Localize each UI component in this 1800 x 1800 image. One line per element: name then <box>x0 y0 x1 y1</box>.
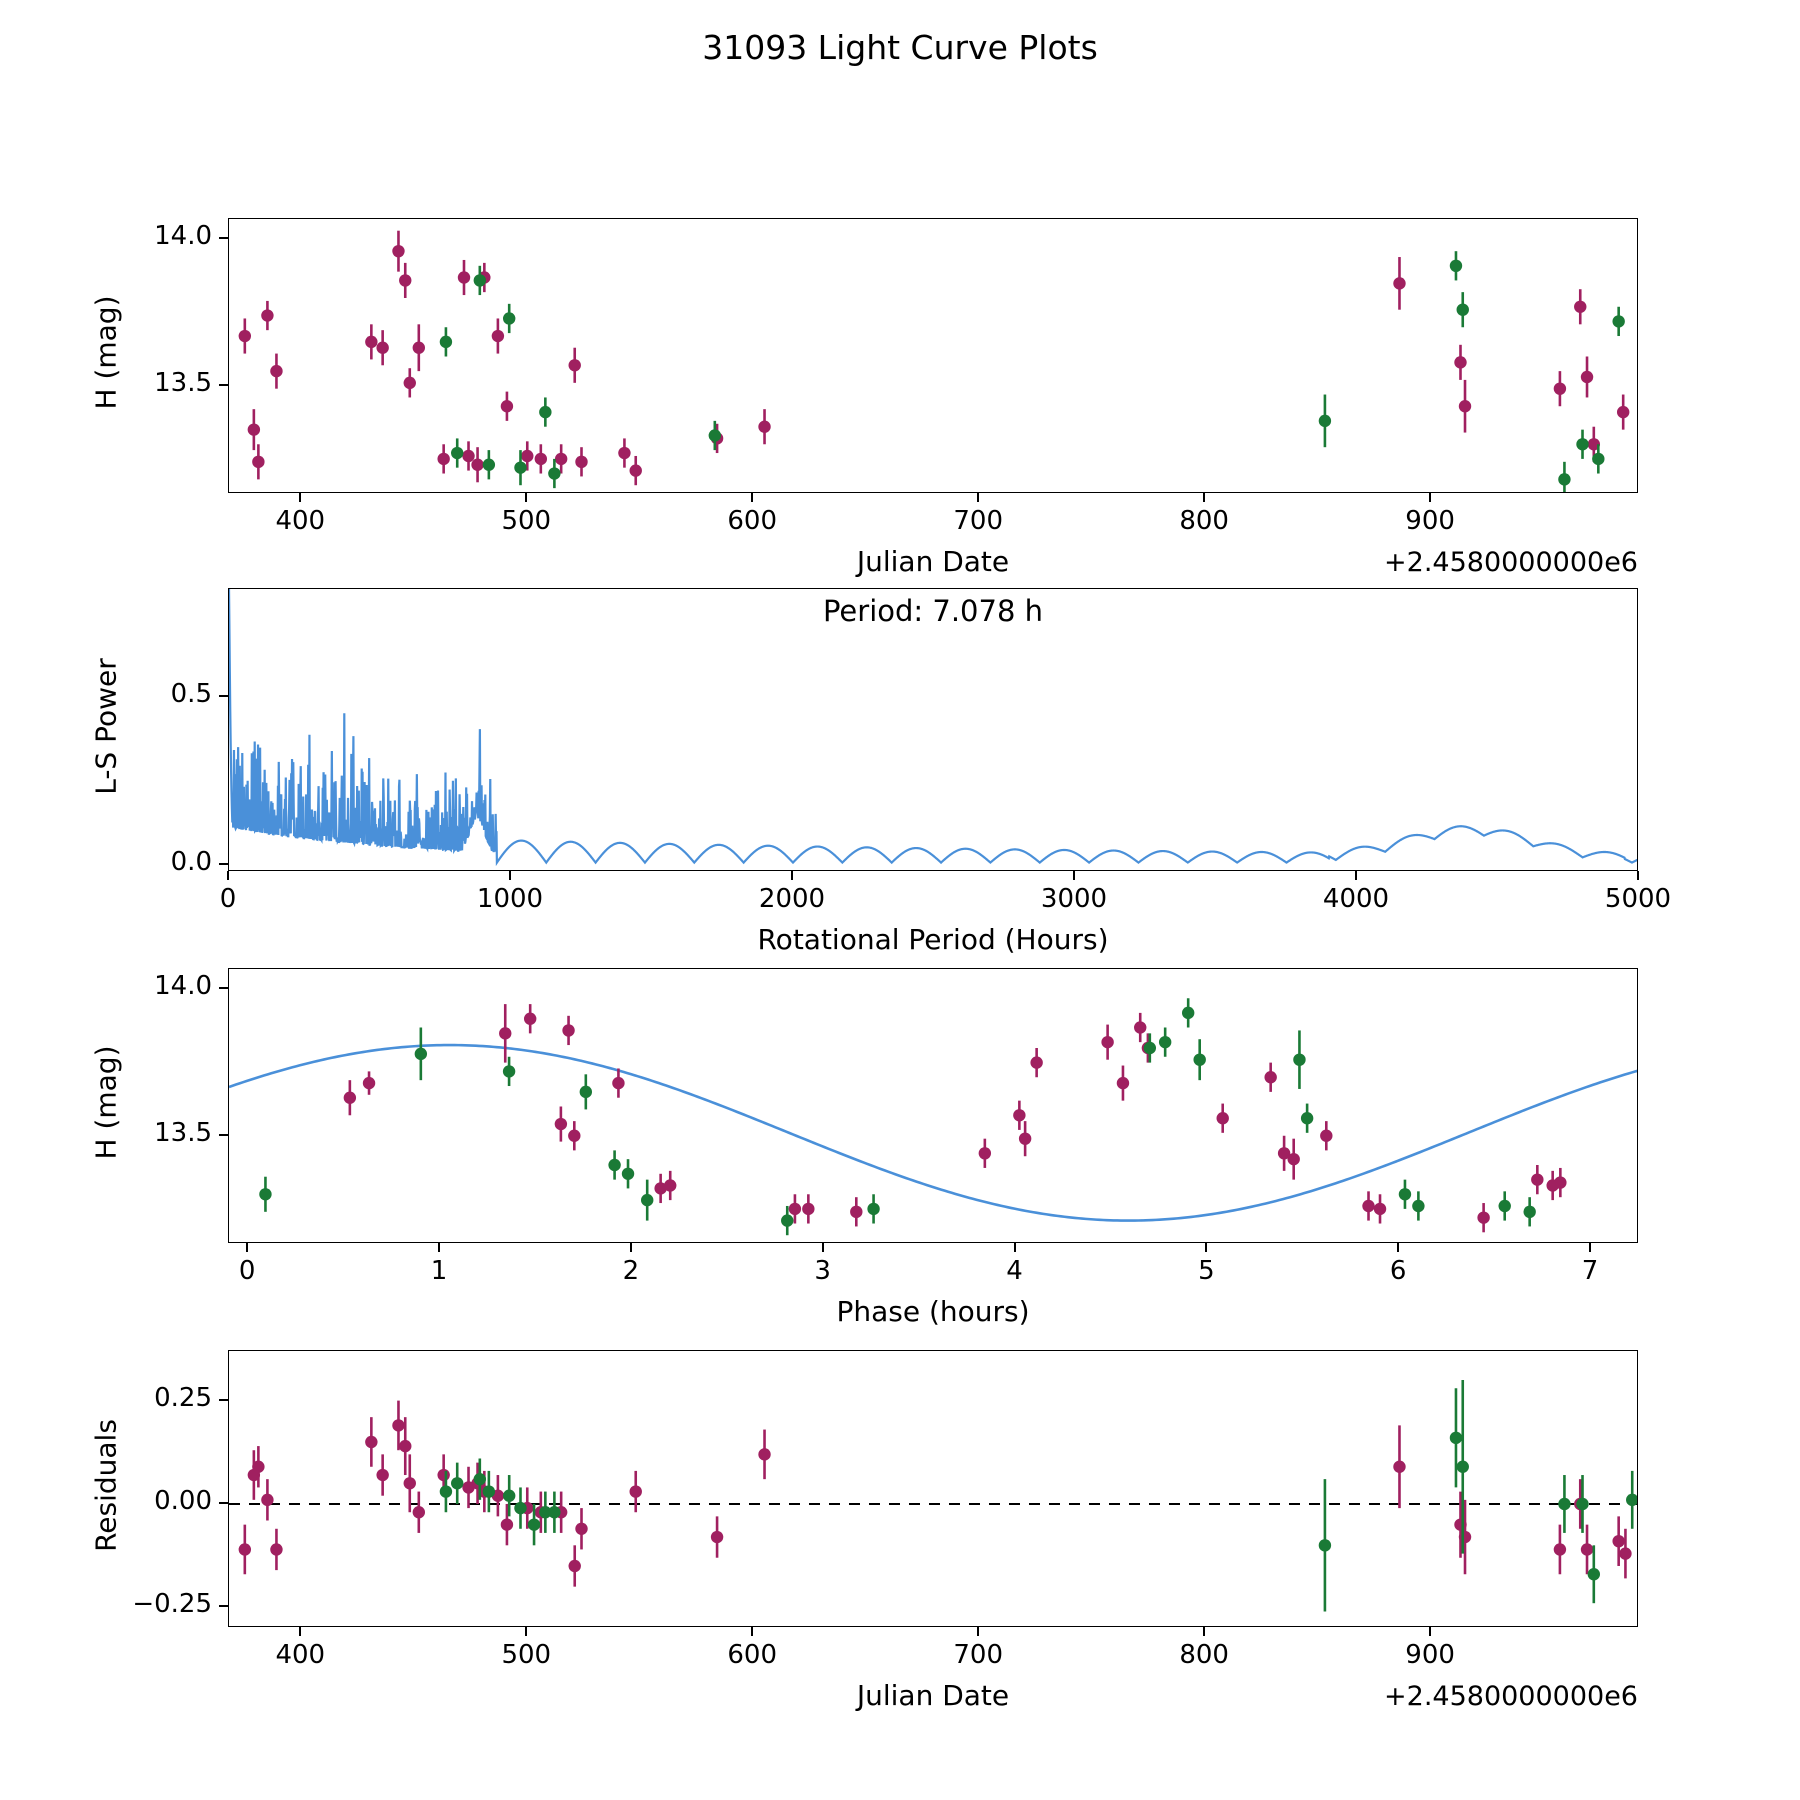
y-axis-label: L-S Power <box>89 657 123 795</box>
axes-phase-folded <box>228 968 1638 1243</box>
y-tick-mark <box>219 1502 228 1504</box>
x-tick-label: 4000 <box>1322 884 1390 914</box>
x-tick-mark <box>751 493 753 502</box>
x-tick-mark <box>791 871 793 880</box>
y-tick-label: 0.25 <box>154 1382 212 1413</box>
x-tick-label: 600 <box>727 506 778 536</box>
axes-lightcurve <box>228 218 1638 493</box>
x-tick-mark <box>1014 1243 1016 1252</box>
x-axis-offset-label: +2.4580000000e6 <box>1384 547 1638 578</box>
x-tick-mark <box>525 493 527 502</box>
x-axis-offset-label: +2.4580000000e6 <box>1384 1681 1638 1712</box>
x-tick-mark <box>299 493 301 502</box>
y-tick-mark <box>219 987 228 989</box>
x-tick-mark <box>1589 1243 1591 1252</box>
x-tick-label: 700 <box>953 1640 1003 1670</box>
figure-title: 31093 Light Curve Plots <box>702 28 1098 67</box>
x-tick-label: 500 <box>501 506 552 536</box>
y-tick-mark <box>219 695 228 697</box>
x-tick-label: 7 <box>1581 1256 1599 1286</box>
x-tick-mark <box>438 1243 440 1252</box>
axes-residuals <box>228 1350 1638 1627</box>
x-tick-label: 400 <box>275 1640 326 1670</box>
x-axis-label: Julian Date <box>856 1679 1010 1712</box>
x-tick-mark <box>1397 1243 1399 1252</box>
x-tick-mark <box>1355 871 1357 880</box>
y-tick-label: 13.5 <box>154 367 212 398</box>
x-tick-mark <box>299 1627 301 1636</box>
x-tick-label: 600 <box>727 1640 778 1670</box>
series-band-green <box>440 1380 1638 1612</box>
y-tick-mark <box>219 384 228 386</box>
x-tick-label: 900 <box>1405 1640 1455 1670</box>
x-tick-mark <box>246 1243 248 1252</box>
y-tick-label: 0.0 <box>170 847 212 878</box>
x-tick-mark <box>751 1627 753 1636</box>
y-axis-label: H (mag) <box>89 1045 123 1160</box>
series-band-magenta <box>344 1004 1567 1232</box>
x-tick-label: 0 <box>219 884 237 914</box>
x-tick-mark <box>822 1243 824 1252</box>
x-axis-label: Julian Date <box>856 545 1010 578</box>
x-tick-mark <box>525 1627 527 1636</box>
x-tick-mark <box>1203 493 1205 502</box>
y-tick-mark <box>219 1605 228 1607</box>
periodogram-curve <box>229 589 1638 871</box>
x-tick-label: 2000 <box>758 884 826 914</box>
residuals-datapoints <box>229 1351 1638 1627</box>
x-tick-label: 700 <box>953 506 1003 536</box>
x-tick-mark <box>977 1627 979 1636</box>
x-tick-mark <box>977 493 979 502</box>
x-tick-mark <box>1073 871 1075 880</box>
x-axis-label: Phase (hours) <box>836 1295 1030 1328</box>
x-tick-label: 5000 <box>1604 884 1672 914</box>
x-tick-label: 0 <box>238 1256 256 1286</box>
y-tick-mark <box>219 237 228 239</box>
period-annotation: Period: 7.078 h <box>822 594 1044 628</box>
y-tick-mark <box>219 1134 228 1136</box>
x-tick-label: 900 <box>1405 506 1455 536</box>
series-band-green <box>259 998 1536 1235</box>
x-tick-mark <box>1203 1627 1205 1636</box>
lightcurve-datapoints <box>229 219 1638 493</box>
x-tick-mark <box>509 871 511 880</box>
x-tick-mark <box>1637 871 1639 880</box>
x-tick-label: 1000 <box>476 884 544 914</box>
series-band-magenta <box>239 231 1630 486</box>
x-axis-label: Rotational Period (Hours) <box>757 923 1109 956</box>
y-tick-label: 0.00 <box>154 1485 212 1516</box>
y-axis-label: Residuals <box>89 1418 123 1552</box>
y-axis-label: H (mag) <box>89 295 123 410</box>
x-tick-mark <box>227 871 229 880</box>
y-tick-mark <box>219 1399 228 1401</box>
x-tick-label: 400 <box>275 506 326 536</box>
y-tick-mark <box>219 863 228 865</box>
x-tick-mark <box>1429 493 1431 502</box>
series-band-green <box>440 251 1625 493</box>
x-tick-label: 1 <box>430 1256 448 1286</box>
x-tick-label: 3000 <box>1040 884 1108 914</box>
x-tick-mark <box>1205 1243 1207 1252</box>
x-tick-mark <box>1429 1627 1431 1636</box>
x-tick-label: 500 <box>501 1640 552 1670</box>
y-tick-label: 0.5 <box>170 678 212 709</box>
x-tick-label: 4 <box>1006 1256 1023 1286</box>
x-tick-label: 800 <box>1179 1640 1229 1670</box>
y-tick-label: 14.0 <box>154 971 212 1002</box>
y-tick-label: 14.0 <box>154 221 212 252</box>
x-tick-label: 6 <box>1389 1256 1407 1286</box>
y-tick-label: −0.25 <box>132 1589 212 1620</box>
x-tick-label: 800 <box>1179 506 1229 536</box>
phase-folded-datapoints <box>229 969 1638 1243</box>
x-tick-label: 3 <box>814 1256 831 1286</box>
y-tick-label: 13.5 <box>154 1117 212 1148</box>
axes-periodogram <box>228 588 1638 871</box>
x-tick-label: 5 <box>1198 1256 1215 1286</box>
x-tick-label: 2 <box>622 1256 640 1286</box>
x-tick-mark <box>630 1243 632 1252</box>
